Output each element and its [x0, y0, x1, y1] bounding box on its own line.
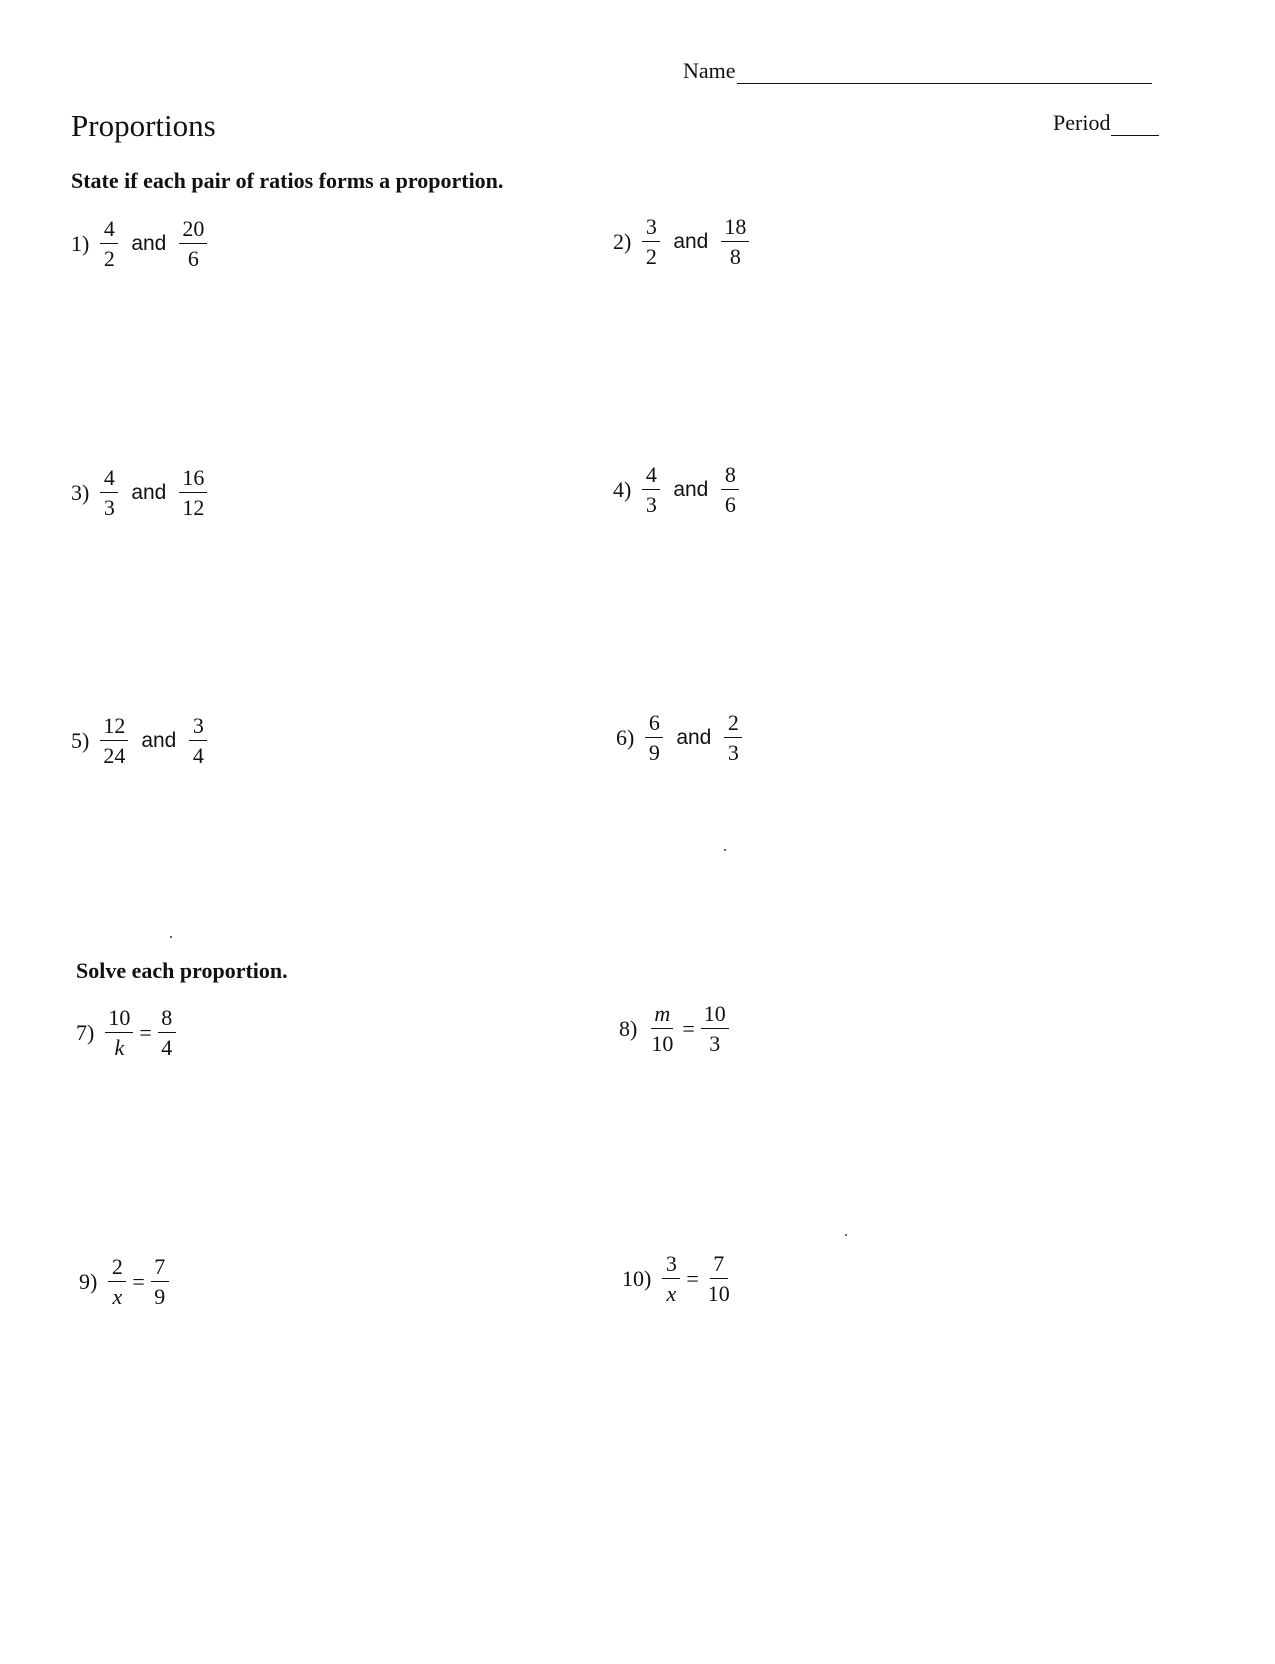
conjunction: and [141, 728, 177, 752]
denominator: 8 [729, 244, 741, 270]
scan-speck [845, 1234, 847, 1236]
scan-speck [170, 936, 172, 938]
period-blank-line[interactable] [1111, 115, 1159, 136]
problem-7 [76, 1006, 179, 1059]
fraction-a [642, 215, 660, 268]
problem-number: 3) [71, 479, 90, 505]
fraction-a [100, 466, 118, 519]
problem-8 [619, 1002, 732, 1055]
denominator: 9 [648, 740, 660, 766]
numerator: 18 [721, 215, 749, 242]
fraction-a [645, 711, 663, 764]
conjunction: and [131, 480, 167, 504]
problem-6 [616, 711, 745, 764]
scan-speck [724, 849, 726, 851]
denominator: 3 [645, 492, 657, 518]
conjunction: and [673, 477, 709, 501]
problem-4 [613, 463, 742, 516]
name-field [683, 58, 1152, 84]
equals-sign: = [686, 1265, 699, 1291]
problem-3 [71, 466, 210, 519]
denominator: 2 [645, 244, 657, 270]
fraction-b [151, 1255, 169, 1308]
denominator: 3 [103, 495, 115, 521]
numerator: 2 [724, 711, 742, 738]
numerator: 3 [642, 215, 660, 242]
numerator: 20 [179, 217, 207, 244]
period-field [1053, 110, 1159, 136]
fraction-b [724, 711, 742, 764]
numerator: 10 [701, 1002, 729, 1029]
problem-2 [613, 215, 752, 268]
fraction-b [721, 463, 739, 516]
section2-instruction: Solve each proportion. [76, 958, 288, 983]
period-label: Period [1053, 110, 1111, 135]
numerator: 4 [100, 466, 118, 493]
denominator: k [114, 1035, 125, 1061]
denominator: 2 [103, 246, 115, 272]
denominator: x [666, 1281, 677, 1307]
problem-10 [622, 1252, 736, 1305]
fraction-a [662, 1252, 680, 1305]
fraction-a [642, 463, 660, 516]
equals-sign: = [682, 1015, 695, 1041]
conjunction: and [676, 725, 712, 749]
numerator: 10 [105, 1006, 133, 1033]
numerator: 3 [189, 714, 207, 741]
fraction-b [701, 1002, 729, 1055]
fraction-b [179, 466, 207, 519]
denominator: 4 [192, 743, 204, 769]
fraction-a [105, 1006, 133, 1059]
numerator: 16 [179, 466, 207, 493]
numerator: 6 [645, 711, 663, 738]
numerator: 2 [108, 1255, 126, 1282]
problem-number: 6) [616, 724, 635, 750]
fraction-a [100, 714, 128, 767]
problem-number: 7) [76, 1019, 95, 1045]
problem-1 [71, 217, 210, 270]
fraction-a [108, 1255, 126, 1308]
denominator: 10 [651, 1031, 674, 1057]
denominator: 24 [103, 743, 126, 769]
fraction-a [100, 217, 118, 270]
problem-number: 9) [79, 1268, 98, 1294]
denominator: 6 [187, 246, 199, 272]
numerator: 8 [158, 1006, 176, 1033]
fraction-b [158, 1006, 176, 1059]
numerator: 7 [710, 1252, 728, 1279]
numerator: m [651, 1002, 673, 1029]
equals-sign: = [132, 1268, 145, 1294]
problem-number: 4) [613, 476, 632, 502]
numerator: 12 [100, 714, 128, 741]
denominator: 12 [182, 495, 205, 521]
numerator: 8 [721, 463, 739, 490]
conjunction: and [673, 229, 709, 253]
name-blank-line[interactable] [737, 63, 1152, 84]
equals-sign: = [139, 1019, 152, 1045]
fraction-b [721, 215, 749, 268]
numerator: 7 [151, 1255, 169, 1282]
fraction-b [189, 714, 207, 767]
fraction-b [705, 1252, 733, 1305]
denominator: 10 [707, 1281, 730, 1307]
problem-5 [71, 714, 210, 767]
problem-number: 1) [71, 230, 90, 256]
numerator: 4 [642, 463, 660, 490]
name-label: Name [683, 58, 736, 83]
denominator: x [112, 1284, 123, 1310]
problem-number: 5) [71, 727, 90, 753]
denominator: 6 [724, 492, 736, 518]
page-title: Proportions [71, 108, 216, 143]
fraction-b [179, 217, 207, 270]
problem-number: 8) [619, 1015, 638, 1041]
denominator: 3 [709, 1031, 721, 1057]
numerator: 4 [100, 217, 118, 244]
problem-number: 10) [622, 1265, 652, 1291]
section1-instruction: State if each pair of ratios forms a proportion. [71, 168, 504, 193]
problem-number: 2) [613, 228, 632, 254]
denominator: 4 [161, 1035, 173, 1061]
problem-9 [79, 1255, 172, 1308]
numerator: 3 [662, 1252, 680, 1279]
denominator: 9 [154, 1284, 166, 1310]
fraction-a [648, 1002, 676, 1055]
conjunction: and [131, 231, 167, 255]
denominator: 3 [727, 740, 739, 766]
